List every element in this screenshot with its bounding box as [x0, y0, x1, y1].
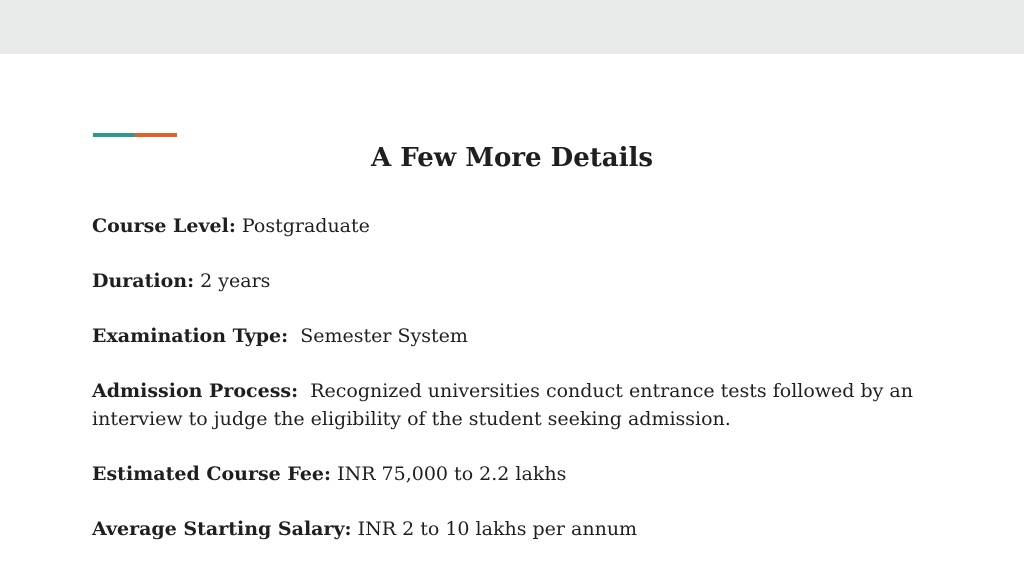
accent-orange-segment	[135, 133, 177, 137]
detail-value: INR 75,000 to 2.2 lakhs	[337, 463, 567, 485]
detail-value: Semester System	[300, 325, 468, 347]
accent-teal-segment	[93, 133, 135, 137]
detail-average-starting-salary	[92, 515, 952, 543]
detail-duration	[92, 267, 952, 295]
details-list	[92, 212, 952, 570]
detail-examination-type	[92, 322, 952, 350]
detail-label: Examination Type:	[92, 325, 289, 347]
page-title: A Few More Details	[371, 143, 653, 173]
detail-admission-process	[92, 377, 952, 433]
detail-estimated-course-fee	[92, 460, 952, 488]
detail-value: 2 years	[200, 270, 271, 292]
detail-label: Average Starting Salary:	[92, 518, 352, 540]
detail-value: INR 2 to 10 lakhs per annum	[357, 518, 638, 540]
detail-value: Recognized universities conduct entrance tests followed by an interview to judge the eligibility of the student seeking admission.	[92, 380, 913, 430]
detail-label: Admission Process:	[92, 380, 299, 402]
detail-course-level	[92, 212, 952, 240]
detail-label: Course Level:	[92, 215, 236, 237]
detail-label: Duration:	[92, 270, 195, 292]
title-accent-bar	[93, 133, 177, 137]
header-band	[0, 0, 1024, 54]
detail-label: Estimated Course Fee:	[92, 463, 332, 485]
detail-value: Postgraduate	[241, 215, 370, 237]
